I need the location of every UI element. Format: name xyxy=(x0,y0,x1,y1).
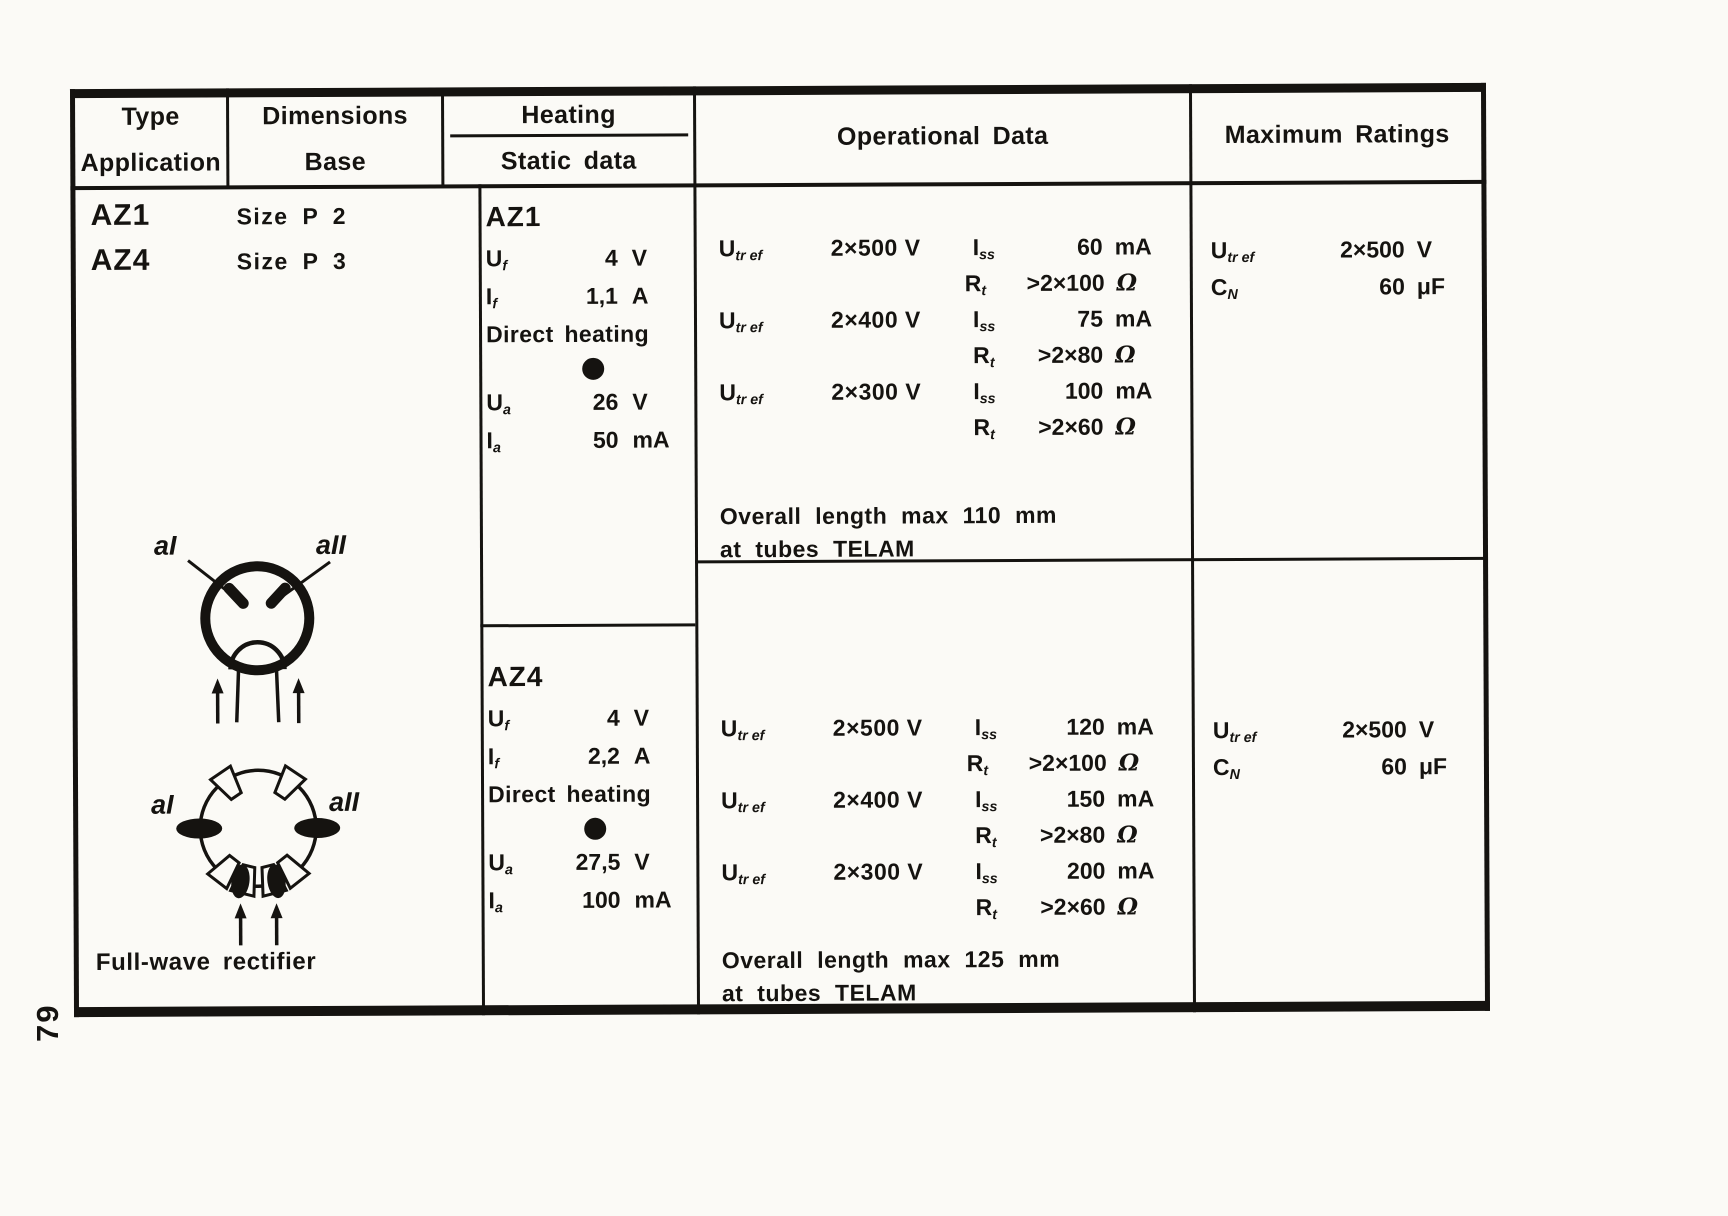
heating-note: Direct heating xyxy=(488,780,652,808)
param-symbol: Ua xyxy=(488,849,513,879)
param-value: 60 xyxy=(1381,753,1408,780)
header-operational-label: Operational Data xyxy=(836,121,1049,151)
heating-title: AZ4 xyxy=(487,661,544,693)
operational-notes xyxy=(720,498,1172,566)
heating-bullet-icon xyxy=(582,358,604,380)
test-voltage: 2×300 V xyxy=(831,378,922,405)
param-value: 120 xyxy=(1066,713,1105,740)
param-symbol: Rt xyxy=(973,342,995,372)
column-divider-heating xyxy=(478,184,485,1015)
header-type: Type xyxy=(121,102,180,131)
page-number: 79 xyxy=(30,1003,65,1042)
param-symbol: Utr ef xyxy=(1212,717,1257,747)
filament-arrow-icon xyxy=(271,903,283,945)
operational-row xyxy=(719,374,1171,412)
test-voltage xyxy=(829,771,966,772)
header-operational-data xyxy=(696,88,1189,183)
param-symbol: Utr ef xyxy=(719,379,763,409)
header-maximum-ratings xyxy=(1192,87,1482,181)
param-value: >2×60 xyxy=(1040,893,1106,920)
param-unit: mA xyxy=(632,426,670,453)
param-unit: μF xyxy=(1418,753,1448,780)
maximum-row xyxy=(1211,233,1463,271)
param-symbol: Iss xyxy=(972,306,996,336)
param-unit: mA xyxy=(1117,857,1155,884)
param-symbol: Ia xyxy=(488,887,503,917)
operational-row xyxy=(721,710,1173,748)
param-symbol: If xyxy=(485,283,498,313)
heating-row xyxy=(488,738,684,777)
param-unit: V xyxy=(634,848,650,875)
param-symbol: Ua xyxy=(486,389,511,419)
param-symbol: CN xyxy=(1210,274,1238,304)
param-value: 26 xyxy=(592,388,619,415)
param-symbol: Rt xyxy=(964,270,987,300)
test-voltage: 2×500 V xyxy=(830,234,921,261)
param-value: 2×500 xyxy=(1342,716,1407,743)
bulb-outline xyxy=(205,566,309,670)
param-symbol: Iss xyxy=(975,858,998,888)
test-voltage: 2×300 V xyxy=(833,858,924,885)
param-value: 100 xyxy=(1064,377,1104,404)
length-note: Overall length max 125 mm xyxy=(721,945,1061,974)
param-value: >2×60 xyxy=(1038,413,1104,440)
heating-row xyxy=(486,384,682,423)
header-static-data: Static data xyxy=(500,146,637,176)
header-dimensions-base xyxy=(229,91,441,185)
param-symbol: Utr ef xyxy=(1210,237,1255,267)
param-value: 150 xyxy=(1066,785,1106,812)
filament-arrow-icon xyxy=(235,903,247,945)
operational-notes xyxy=(722,942,1174,1010)
header-base: Base xyxy=(304,147,367,177)
param-value: >2×80 xyxy=(1037,341,1104,368)
param-value: 4 xyxy=(604,244,618,271)
side-contact-a1 xyxy=(176,818,222,838)
param-symbol: Uf xyxy=(487,705,510,735)
operational-row xyxy=(719,410,1171,448)
param-unit: A xyxy=(631,282,649,309)
table-border-right xyxy=(1481,83,1490,1011)
param-value: 2×500 xyxy=(1340,236,1405,263)
heating-note: Direct heating xyxy=(485,320,650,348)
column-divider-operational xyxy=(693,86,700,1014)
operational-row xyxy=(721,782,1173,820)
operational-block-az1 xyxy=(719,230,1172,566)
param-unit: Ω xyxy=(1118,749,1140,777)
heating-title: AZ1 xyxy=(485,201,542,233)
test-voltage xyxy=(827,291,964,292)
operational-row xyxy=(721,854,1173,892)
param-unit: Ω xyxy=(1115,413,1137,441)
side-contact-a2 xyxy=(294,818,340,838)
operational-row xyxy=(719,266,1171,304)
param-value: 60 xyxy=(1077,233,1103,260)
param-value: 2,2 xyxy=(587,742,620,769)
telam-note: at tubes TELAM xyxy=(721,979,917,1007)
param-value: 4 xyxy=(606,704,620,731)
operational-row xyxy=(721,890,1173,928)
param-value: 200 xyxy=(1066,857,1106,884)
param-unit: mA xyxy=(634,886,672,913)
param-unit: Ω xyxy=(1115,341,1136,369)
param-symbol: Ia xyxy=(486,427,501,457)
param-value: 50 xyxy=(592,426,619,453)
test-voltage xyxy=(831,363,973,364)
param-value: 75 xyxy=(1077,305,1104,332)
heating-row xyxy=(486,278,682,317)
tube-name: AZ4 xyxy=(90,243,151,278)
param-value: 60 xyxy=(1379,273,1405,300)
param-unit: A xyxy=(633,742,651,769)
base-diagram-top-view xyxy=(132,518,383,734)
param-value: >2×100 xyxy=(1026,269,1105,296)
header-heating: Heating xyxy=(521,100,616,130)
param-unit: mA xyxy=(1117,785,1155,812)
length-note: Overall length max 110 mm xyxy=(719,501,1057,530)
anode2-label: aII xyxy=(315,529,347,561)
param-unit: V xyxy=(631,244,648,271)
param-unit: V xyxy=(633,704,650,731)
param-symbol: CN xyxy=(1212,754,1240,784)
base-guide-tabs xyxy=(207,766,309,897)
param-unit: Ω xyxy=(1117,893,1139,921)
header-type-application xyxy=(75,92,226,186)
param-symbol: Utr ef xyxy=(720,715,765,745)
param-unit: V xyxy=(632,388,648,415)
param-value: >2×80 xyxy=(1039,821,1106,848)
test-voltage xyxy=(833,843,975,844)
filament-leg xyxy=(237,670,239,722)
operational-row xyxy=(719,302,1171,340)
operational-row xyxy=(721,746,1173,784)
maximum-block-az4 xyxy=(1213,713,1465,788)
maximum-block-az1 xyxy=(1211,233,1463,308)
param-unit: mA xyxy=(1116,713,1154,740)
table-border-left xyxy=(70,89,79,1017)
maximum-row xyxy=(1213,713,1465,751)
param-symbol: If xyxy=(487,743,500,773)
param-symbol: Utr ef xyxy=(721,859,766,889)
anode1-label: aI xyxy=(153,530,177,561)
param-unit: μF xyxy=(1416,273,1446,300)
tube-row-az1 xyxy=(90,198,347,244)
filament-arrow-icon xyxy=(212,678,224,723)
heating-row xyxy=(486,422,682,461)
operational-row xyxy=(721,818,1173,856)
tube-name: AZ1 xyxy=(90,198,151,233)
param-value: 100 xyxy=(582,886,621,913)
column-divider-maximum xyxy=(1189,84,1196,1012)
tube-list xyxy=(90,198,347,289)
filament-leg xyxy=(277,670,279,722)
heating-block-az4 xyxy=(487,658,684,921)
param-unit: Ω xyxy=(1117,821,1138,849)
anode1-label: aI xyxy=(151,789,174,820)
param-symbol: Utr ef xyxy=(718,235,763,265)
header-dimensions: Dimensions xyxy=(262,101,409,131)
heating-block-az1 xyxy=(485,198,682,461)
header-maximum-label: Maximum Ratings xyxy=(1224,120,1450,150)
maximum-row xyxy=(1211,270,1463,308)
param-symbol: Utr ef xyxy=(721,787,765,817)
header-application: Application xyxy=(80,148,222,178)
anode-pin xyxy=(229,588,243,603)
param-symbol: Rt xyxy=(973,414,995,444)
param-symbol: Iss xyxy=(975,786,998,816)
param-unit: Ω xyxy=(1116,269,1138,297)
param-symbol: Rt xyxy=(966,750,989,780)
operational-block-az4 xyxy=(721,710,1174,1010)
heating-row xyxy=(488,882,684,921)
section-divider-heating xyxy=(480,623,695,627)
param-symbol: Rt xyxy=(975,822,997,852)
telam-note: at tubes TELAM xyxy=(719,535,915,563)
param-value: 1,1 xyxy=(585,282,618,309)
param-unit: V xyxy=(1418,716,1435,743)
param-unit: V xyxy=(1416,236,1433,263)
test-voltage: 2×400 V xyxy=(830,306,921,333)
header-heating-static xyxy=(444,90,693,184)
anode2-label: aII xyxy=(329,786,360,817)
heating-bullet-icon xyxy=(584,818,606,840)
param-symbol: Uf xyxy=(485,245,508,275)
param-unit: mA xyxy=(1114,233,1152,260)
test-voltage: 2×400 V xyxy=(833,786,923,813)
test-voltage xyxy=(834,915,976,916)
tube-row-az4 xyxy=(91,243,348,289)
test-voltage xyxy=(832,435,974,436)
heating-row xyxy=(488,844,684,883)
tube-size: Size P 2 xyxy=(236,202,348,230)
param-symbol: Iss xyxy=(972,234,996,264)
base-diagram-bottom-view xyxy=(133,753,384,954)
datasheet-table xyxy=(70,83,1490,1017)
operational-row xyxy=(719,230,1171,268)
test-voltage: 2×500 V xyxy=(832,714,923,741)
maximum-row xyxy=(1213,750,1465,788)
filament-arrow-icon xyxy=(293,678,305,723)
param-unit: mA xyxy=(1114,305,1153,332)
anode-pin xyxy=(271,588,285,603)
param-symbol: Utr ef xyxy=(718,307,763,337)
tube-size: Size P 3 xyxy=(236,247,348,275)
param-symbol: Iss xyxy=(974,714,998,744)
param-value: >2×100 xyxy=(1028,749,1107,776)
operational-row xyxy=(719,338,1171,376)
param-symbol: Rt xyxy=(975,894,998,924)
heating-row xyxy=(486,240,682,279)
application-label: Full-wave rectifier xyxy=(95,948,317,976)
heating-row xyxy=(488,700,684,739)
param-symbol: Iss xyxy=(973,378,996,408)
param-value: 27,5 xyxy=(575,848,621,875)
param-unit: mA xyxy=(1115,377,1153,404)
